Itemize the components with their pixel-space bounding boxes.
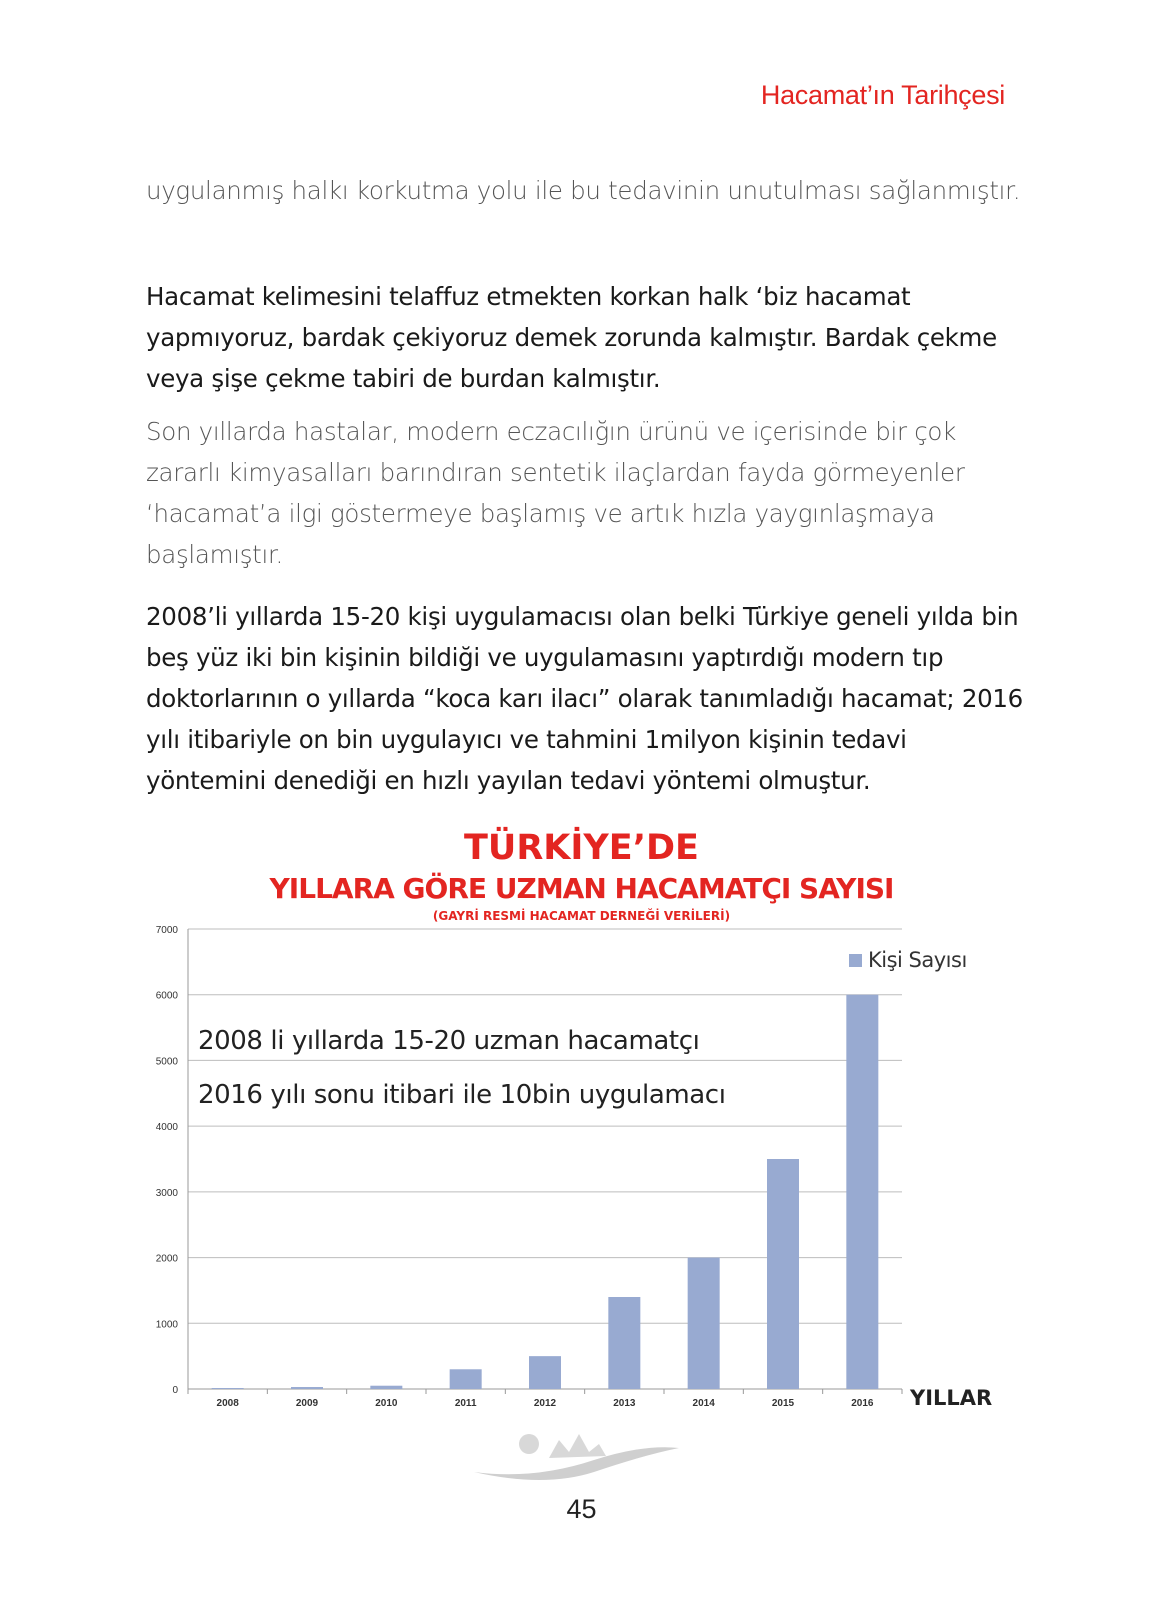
y-tick-label: 2000 xyxy=(155,1253,178,1265)
bar xyxy=(529,1356,561,1389)
bar xyxy=(846,995,878,1389)
y-tick-label: 1000 xyxy=(155,1319,178,1331)
paragraph-1: uygulanmış halkı korkutma yolu ile bu tedavinin unutulması sağlanmıştır. xyxy=(146,176,1021,205)
legend-swatch xyxy=(849,954,862,967)
y-tick-label: 6000 xyxy=(155,990,178,1002)
chart-subtitle: YILLARA GÖRE UZMAN HACAMATÇI SAYISI xyxy=(269,872,894,905)
paragraph-4: 2008’li yıllarda 15-20 kişi uygulamacısı olan belki Türkiye geneli yılda bin beş yüz iki bin kişinin bildiği ve uygulamasını yaptırdığı modern tıp doktorlarının o yıllarda “koca karı ilacı” olarak tanımladığı hacamat; 2016 yılı itibariyle on bin uygulayıcı ve tahmini 1milyon kişinin tedavi yöntemini denediği en hızlı yayılan tedavi yöntemi olmuştur. xyxy=(146,602,1023,795)
bar xyxy=(767,1159,799,1389)
annotation-1: 2008 li yıllarda 15-20 uzman hacamatçı xyxy=(198,1026,700,1056)
legend-label: Kişi Sayısı xyxy=(868,948,967,972)
bar xyxy=(291,1387,323,1389)
x-tick-label: 2009 xyxy=(295,1398,319,1409)
x-tick-label: 2015 xyxy=(771,1398,795,1409)
x-tick-label: 2011 xyxy=(454,1398,477,1409)
paragraph-3: Son yıllarda hastalar, modern eczacılığın ürünü ve içerisinde bir çok zararlı kimyasalları barındıran sentetik ilaçlardan fayda görmeyenler ‘hacamat’a ilgi göstermeye başlamış ve artık hızla yaygınlaşmaya başlamıştır. xyxy=(146,417,965,569)
x-tick-label: 2016 xyxy=(851,1398,874,1409)
x-tick-label: 2014 xyxy=(692,1398,715,1409)
x-tick-label: 2008 xyxy=(216,1398,239,1409)
x-tick-label: 2013 xyxy=(613,1398,636,1409)
paragraph-2: Hacamat kelimesini telaffuz etmekten korkan halk ‘biz hacamat yapmıyoruz, bardak çekiyoruz demek zorunda kalmıştır. Bardak çekme veya şişe çekme tabiri de burdan kalmıştır. xyxy=(146,282,997,393)
annotation-2: 2016 yılı sonu itibari ile 10bin uygulamacı xyxy=(198,1080,726,1110)
y-tick-label: 0 xyxy=(172,1385,178,1396)
y-tick-label: 4000 xyxy=(155,1122,178,1134)
page-number: 45 xyxy=(566,1494,597,1524)
x-tick-label: 2012 xyxy=(533,1398,557,1409)
bar xyxy=(370,1386,402,1389)
chart-title: TÜRKİYE’DE xyxy=(464,828,699,868)
x-axis-label: YILLAR xyxy=(910,1386,993,1410)
x-tick-label: 2010 xyxy=(375,1398,398,1409)
y-tick-label: 5000 xyxy=(155,1056,178,1068)
bar xyxy=(212,1388,244,1389)
y-tick-label: 7000 xyxy=(155,925,178,936)
publisher-logo xyxy=(474,1430,684,1485)
bar xyxy=(608,1297,640,1389)
y-tick-label: 3000 xyxy=(155,1187,178,1199)
bar xyxy=(450,1369,482,1389)
bar-chart xyxy=(150,925,1010,1420)
chart-source-note: (GAYRİ RESMİ HACAMAT DERNEĞİ VERİLERİ) xyxy=(432,909,731,923)
bar xyxy=(688,1258,720,1389)
running-title: Hacamat’ın Tarihçesi xyxy=(760,80,1005,110)
